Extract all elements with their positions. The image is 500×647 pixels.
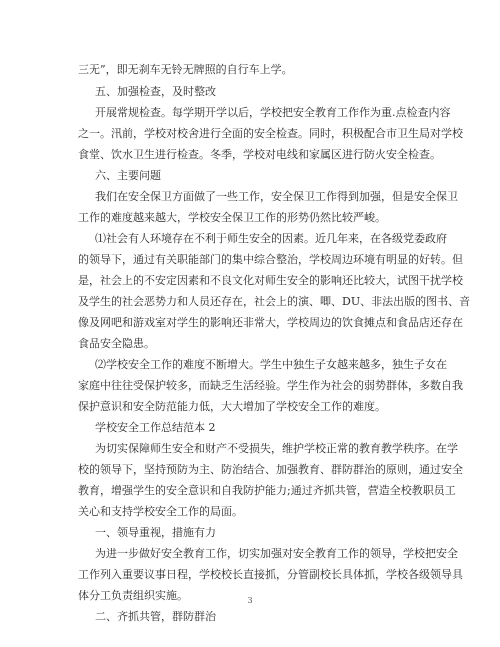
section-heading: 一、领导重视，措施有力 <box>95 526 216 539</box>
body-text-line: 及学生的社会恶势力和人员还存在，社会上的演、唧、DU、非法出版的图书、音 <box>78 295 471 308</box>
body-text-line: 教育，增强学生的安全意识和自我防护能力;通过齐抓共管，营造全校教职员工 <box>78 484 456 497</box>
body-text-line: 家庭中往往受保护较多，而缺乏生活经验。学生作为社会的弱势群体，多数自我 <box>78 379 463 392</box>
body-text-line: 工作的难度越来越大，学校安全保卫工作的形势仍然比较严峻。 <box>78 211 386 224</box>
body-text-line: 食堂、饮水卫生进行检查。冬季，学校对电线和家属区进行防火安全检查。 <box>78 148 441 161</box>
body-text-line: 三无”，即无刹车无铃无牌照的自行车上学。 <box>78 63 293 76</box>
section-heading: 二、齐抓共管，群防群治 <box>95 610 216 623</box>
body-text-line: 为进一步做好安全教育工作，切实加强对安全教育工作的领导，学校把安全 <box>95 547 458 560</box>
body-text-line: 保护意识和安全防范能力低，大大增加了学校安全工作的难度。 <box>78 400 386 413</box>
page-number: 3 <box>247 596 253 605</box>
body-text-line: 我们在安全保卫方面做了一些工作，安全保卫工作得到加强，但是安全保卫 <box>95 190 458 203</box>
body-text-line: 的领导下，通过有关职能部门的集中综合整治，学校周边环境有明显的好转。但 <box>78 253 463 266</box>
body-text-line: ⑴社会有人环境存在不利于师生安全的因素。近几年来，在各级党委政府 <box>95 232 447 245</box>
body-text-line: 是，社会上的不安定因素和不良文化对师生安全的影响还比较大，试图干扰学校 <box>78 274 463 287</box>
body-text-line: 校的领导下，坚持预防为主、防治结合、加强教育、群防群治的原则，通过安全 <box>78 463 463 476</box>
body-text-line: ⑵学校安全工作的难度不断增大。学生中独生子女越来越多，独生子女在 <box>95 358 447 371</box>
body-text-line: 体分工负责组织实施。 <box>78 589 188 602</box>
section-heading: 六、主要问题 <box>95 169 161 182</box>
section-heading: 学校安全工作总结范本 2 <box>95 421 216 434</box>
body-text-line: 工作列入重要议事日程，学校校长直接抓，分管副校长具体抓，学校各级领导具 <box>78 568 463 581</box>
body-text-line: 为切实保障师生安全和财产不受损失，维护学校正常的教育教学秩序。在学 <box>95 442 458 455</box>
body-text-line: 开展常规检查。每学期开学以后，学校把安全教育工作作为重.点检查内容 <box>95 106 451 119</box>
body-text-line: 像及网吧和游戏室对学生的影响还非常大，学校周边的饮食摊点和食品店还存在 <box>78 316 463 329</box>
body-text-line: 之一。汛前，学校对校舍进行全面的安全检查。同时，积极配合市卫生局对学校 <box>78 127 463 140</box>
body-text-line: 关心和支持学校安全工作的局面。 <box>78 505 243 518</box>
section-heading: 五、加强检查，及时整改 <box>95 85 216 98</box>
body-text-line: 食品安全隐患。 <box>78 337 155 350</box>
